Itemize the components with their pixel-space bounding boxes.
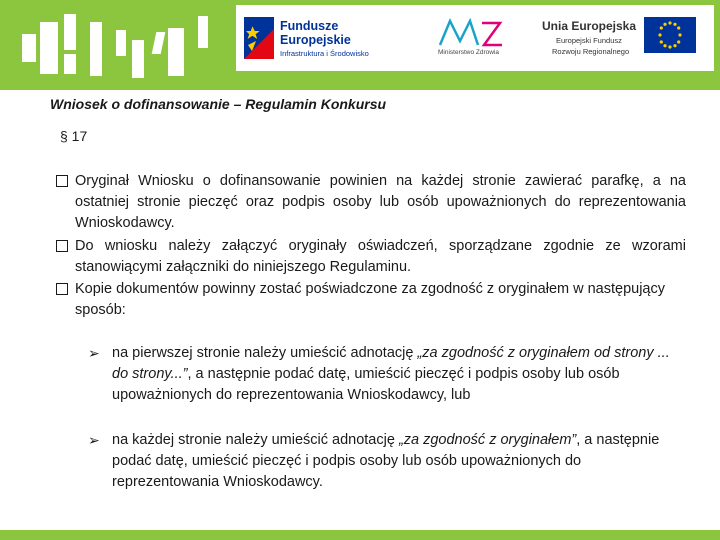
list-item-text: Do wniosku należy załączyć oryginały oświadczeń, sporządzane zgodnie ze wzorami stanowiącymi załączniki do niniejszego Regulaminu. xyxy=(75,238,686,275)
sub-item-quote: „za zgodność z oryginałem od strony ... do strony...” xyxy=(112,345,670,382)
fe-line1: Fundusze xyxy=(280,19,339,33)
ue-line2: Europejski Fundusz xyxy=(556,36,622,45)
list-item-text: Kopie dokumentów powinny zostać poświadczone za zgodność z oryginałem w następujący sposób: xyxy=(75,281,665,318)
mz-caption: Ministerstwo Zdrowia xyxy=(438,49,500,56)
decor-block-7 xyxy=(132,40,144,78)
decor-block-3 xyxy=(64,14,76,50)
section-number: § 17 xyxy=(60,128,88,144)
sub-list-item-text xyxy=(112,343,688,406)
list-item xyxy=(56,236,686,278)
logo-bar xyxy=(236,5,714,71)
sub-item-pre: na pierwszej stronie należy umieścić adnotację xyxy=(112,345,418,361)
decor-block-4 xyxy=(64,54,76,74)
sub-list-item-text xyxy=(112,430,688,493)
sub-item-quote: „za zgodność z oryginałem” xyxy=(398,432,577,448)
checkbox-bullet-icon xyxy=(56,240,68,252)
header-band xyxy=(0,0,720,90)
list-item xyxy=(56,171,686,234)
list-item xyxy=(56,279,686,321)
checkbox-bullet-icon xyxy=(56,175,68,187)
decor-block-10 xyxy=(198,16,208,48)
eu-flag-icon xyxy=(644,17,696,53)
document-title: Wniosek o dofinansowanie – Regulamin Konkursu xyxy=(50,96,387,112)
checkbox-bullet-icon xyxy=(56,283,68,295)
arrow-bullet-icon: ➢ xyxy=(88,345,100,361)
fundusze-europejskie-icon xyxy=(242,15,276,61)
decor-block-8 xyxy=(152,32,166,54)
ministerstwo-zdrowia-icon xyxy=(436,15,506,49)
decor-block-6 xyxy=(116,30,126,56)
sub-list-item xyxy=(88,343,688,406)
footer-band xyxy=(0,530,720,540)
decor-block-5 xyxy=(90,22,102,76)
sub-item-post: , a następnie podać datę, umieścić pieczęć i podpis osoby lub osób upoważnionych do reprezentowania Wnioskodawcy. xyxy=(112,432,660,490)
decor-block-2 xyxy=(40,22,58,74)
ue-line1: Unia Europejska xyxy=(542,19,637,33)
fe-line2: Europejskie xyxy=(280,33,351,47)
sub-list-item xyxy=(88,430,688,493)
decor-block-9 xyxy=(168,28,184,76)
decor-block-1 xyxy=(22,34,36,62)
arrow-bullet-icon: ➢ xyxy=(88,432,100,448)
sub-item-post: , a następnie podać datę, umieścić pieczęć i podpis osoby lub osób upoważnionych do reprezentowania Wnioskodawcy, lub xyxy=(112,366,620,403)
list-item-text: Oryginał Wniosku o dofinansowanie powinien na każdej stronie zawierać parafkę, a na ostatniej stronie pieczęć oraz podpis osoby lub osób upoważnionych do reprezentowania Wnioskodawcy. xyxy=(75,173,686,231)
ue-line3: Rozwoju Regionalnego xyxy=(552,47,630,56)
sub-item-pre: na każdej stronie należy umieścić adnotację xyxy=(112,432,399,448)
fe-line3: Infrastruktura i Środowisko xyxy=(280,49,369,58)
